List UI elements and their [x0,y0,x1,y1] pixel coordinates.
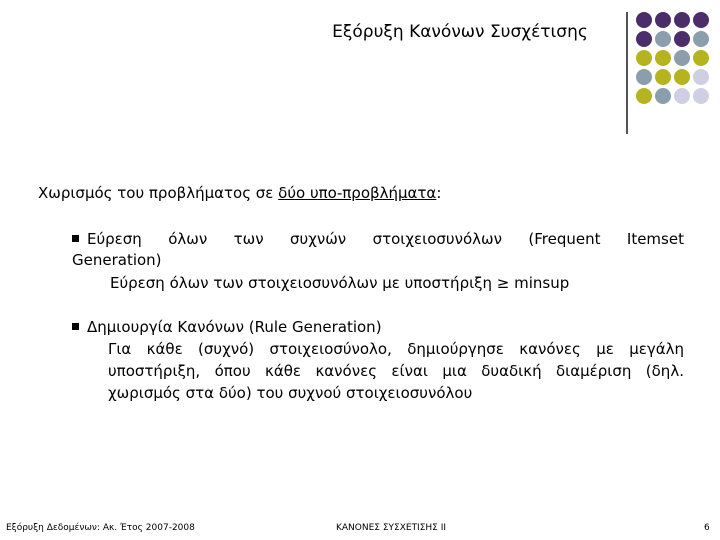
word: (δηλ. [645,362,684,380]
decorative-dot [655,31,671,47]
word: δημιούργησε [407,340,504,358]
slide-title: Εξόρυξη Κανόνων Συσχέτισης [332,22,588,42]
decorative-dot [674,31,690,47]
decorative-dot [655,50,671,66]
decorative-dot [693,31,709,47]
decorative-dot-grid [636,12,720,122]
decorative-dot [636,50,652,66]
bullet-1-line-2: Generation) [72,251,162,269]
bullet-2-subtext-line-1 [108,340,684,358]
decorative-dot [674,12,690,28]
decorative-dot [674,69,690,85]
bullet-1-subtext: Εύρεση όλων των στοιχειοσυνόλων με υποστήριξη ≥ minsup [110,274,570,292]
word: μια [442,362,467,380]
word: κάθε [265,362,302,380]
decorative-dot [693,69,709,85]
intro-suffix: : [436,184,442,202]
intro-underlined: δύο υπο-προβλήματα [278,184,437,202]
decorative-divider [626,12,628,134]
word: διαμέριση [555,362,632,380]
word: με [596,340,614,358]
decorative-dot [636,31,652,47]
word: Itemset [626,230,684,248]
decorative-dot [636,88,652,104]
word: όπου [214,362,251,380]
decorative-dot [693,12,709,28]
word: υποστήριξη, [108,362,201,380]
bullet-2 [72,318,382,336]
bullet-1-line-1 [72,230,684,248]
square-bullet-icon [72,235,79,242]
decorative-dot [693,88,709,104]
word: στοιχειοσύνολο, [269,340,392,358]
bullet-2-subtext-line-3: χωρισμός στα δύο) του συχνού στοιχειοσυνόλου [108,384,473,402]
word: όλων [168,230,208,248]
word: κανόνες [315,362,378,380]
decorative-dot [636,12,652,28]
word: δυαδική [481,362,542,380]
decorative-dot [655,12,671,28]
word: Εύρεση [87,230,142,248]
footer-left: Εξόρυξη Δεδομένων: Ακ. Έτος 2007-2008 [6,523,195,533]
decorative-dot [655,88,671,104]
word: Για [108,340,132,358]
intro-prefix: Χωρισμός του προβλήματος σε [38,184,279,202]
word: των [233,230,264,248]
decorative-dot [655,69,671,85]
word: κανόνες [519,340,581,358]
square-bullet-icon [72,323,79,330]
word: κάθε [146,340,183,358]
word: μεγάλη [629,340,684,358]
word-with-bullet [72,230,142,248]
word: (Frequent [528,230,601,248]
word: (συχνό) [198,340,255,358]
intro-text [38,184,441,202]
decorative-dot [636,69,652,85]
decorative-dot [674,50,690,66]
word: είναι [391,362,428,380]
footer-center: ΚΑΝΟΝΕΣ ΣΥΣΧΕΤΙΣΗΣ ΙΙ [336,523,447,533]
word: στοιχειοσυνόλων [372,230,502,248]
page-number: 6 [704,523,710,533]
bullet-2-subtext-line-2 [108,362,684,380]
decorative-dot [674,88,690,104]
bullet-2-label: Δημιουργία Κανόνων (Rule Generation) [87,318,382,336]
decorative-dot [693,50,709,66]
word: συχνών [290,230,347,248]
